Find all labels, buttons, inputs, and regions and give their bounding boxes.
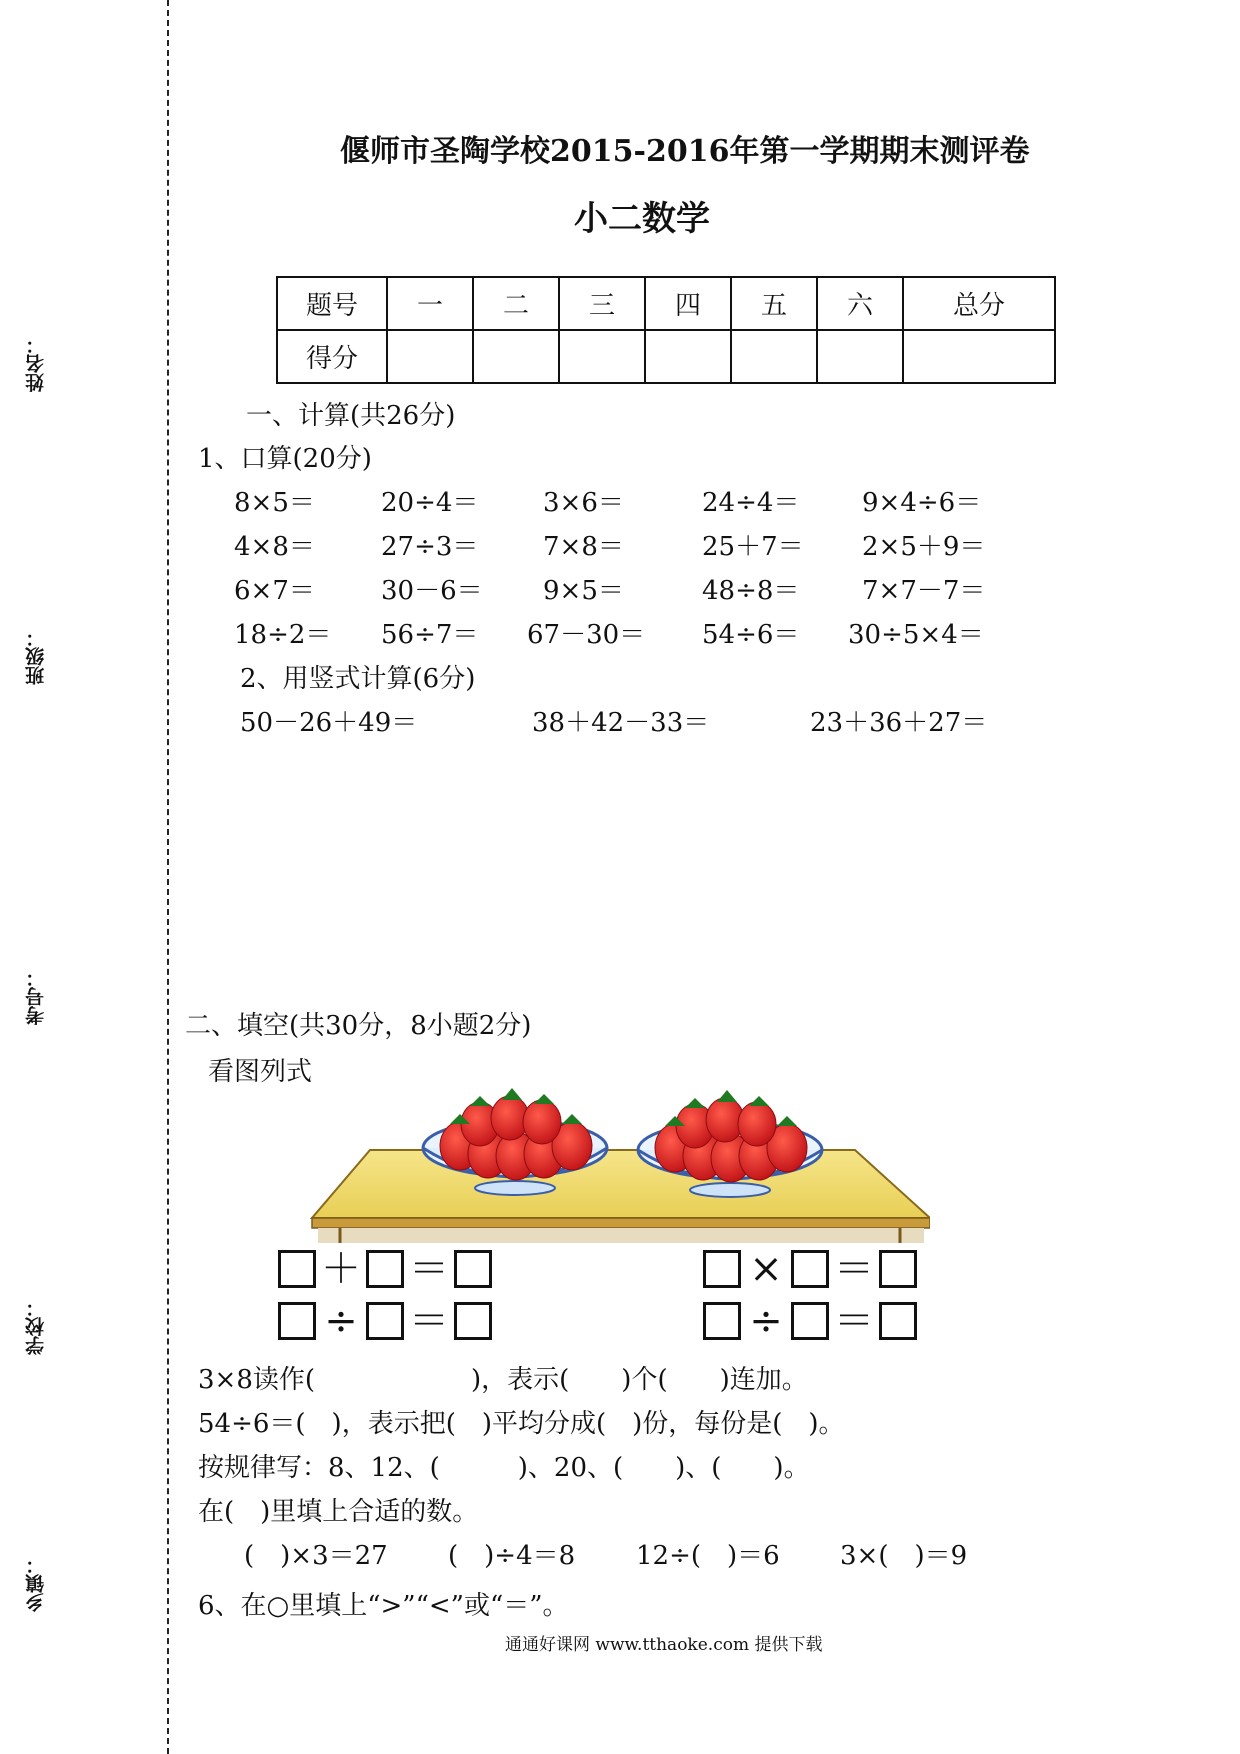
vertical-question: 38＋42－33＝: [532, 708, 710, 738]
vertical-calc-title: 2、用竖式计算(6分): [240, 664, 476, 694]
equals-sign: ＝: [834, 1246, 874, 1292]
score-cell[interactable]: [559, 330, 645, 383]
equation-division-left: [278, 1298, 492, 1344]
score-header-cell: 一: [387, 277, 473, 330]
oral-question: 56÷7＝: [381, 620, 479, 650]
comparison-question: 6、在○里填上“>”“<”或“＝”。: [198, 1591, 569, 1621]
oral-question: 9×4÷6＝: [862, 488, 982, 518]
oral-question: 48÷8＝: [702, 576, 800, 606]
section1-title: 一、计算(共26分): [246, 401, 456, 431]
oral-question: 27÷3＝: [381, 532, 479, 562]
oral-question: 24÷4＝: [702, 488, 800, 518]
township-label: 乡镇：: [25, 1555, 47, 1612]
plus-sign: ＋: [321, 1246, 361, 1292]
score-cell[interactable]: [387, 330, 473, 383]
answer-box[interactable]: [454, 1302, 492, 1340]
equation-multiplication: [703, 1246, 917, 1292]
oral-question: 20÷4＝: [381, 488, 479, 518]
exam-title: 偃师市圣陶学校2015-2016年第一学期期末测评卷: [340, 134, 1030, 169]
oral-question: 67－30＝: [527, 620, 646, 650]
score-cell[interactable]: [903, 330, 1055, 383]
equation-division-right: [703, 1298, 917, 1344]
equation-addition: [278, 1246, 492, 1292]
answer-box[interactable]: [879, 1250, 917, 1288]
score-header-cell: 题号: [277, 277, 387, 330]
fill-item: 3×( )＝9: [840, 1541, 968, 1571]
oral-question: 30－6＝: [381, 576, 483, 606]
fill-question: 3×8读作( )，表示( )个( )连加。: [198, 1365, 808, 1395]
score-cell[interactable]: [473, 330, 559, 383]
fill-question: 在( )里填上合适的数。: [198, 1497, 479, 1527]
answer-box[interactable]: [278, 1250, 316, 1288]
exam-subtitle: 小二数学: [574, 199, 710, 239]
oral-question: 7×7－7＝: [862, 576, 986, 606]
strawberries-on-table-illustration: [310, 1088, 930, 1243]
answer-box[interactable]: [703, 1250, 741, 1288]
fill-question: 54÷6＝( )，表示把( )平均分成( )份，每份是( )。: [198, 1409, 845, 1439]
score-cell[interactable]: [817, 330, 903, 383]
answer-box[interactable]: [879, 1302, 917, 1340]
answer-box[interactable]: [366, 1302, 404, 1340]
oral-question: 8×5＝: [234, 488, 315, 518]
oral-calc-title: 1、口算(20分): [198, 444, 372, 474]
equals-sign: ＝: [834, 1298, 874, 1344]
section2-title: 二、填空(共30分，8小题2分): [185, 1011, 532, 1041]
answer-box[interactable]: [454, 1250, 492, 1288]
oral-question: 25＋7＝: [702, 532, 804, 562]
score-table-score-row: [277, 330, 1055, 383]
vertical-question: 50－26＋49＝: [240, 708, 418, 738]
binding-margin-line: [167, 0, 169, 1754]
score-cell[interactable]: [731, 330, 817, 383]
oral-question: 3×6＝: [543, 488, 624, 518]
divide-sign: ÷: [749, 1298, 783, 1344]
fill-question: 按规律写：8、12、( )、20、( )、( )。: [198, 1453, 810, 1483]
name-label: 姓名：: [25, 335, 47, 392]
score-table-header-row: [277, 277, 1055, 330]
oral-question: 54÷6＝: [702, 620, 800, 650]
score-header-cell: 五: [731, 277, 817, 330]
answer-box[interactable]: [791, 1250, 829, 1288]
fill-item: ( )×3＝27: [244, 1541, 388, 1571]
answer-box[interactable]: [703, 1302, 741, 1340]
exam-number-label: 考号：: [25, 968, 47, 1025]
oral-question: 4×8＝: [234, 532, 315, 562]
oral-question: 6×7＝: [234, 576, 315, 606]
fill-item: 12÷( )＝6: [636, 1541, 780, 1571]
oral-question: 7×8＝: [543, 532, 624, 562]
score-header-cell: 二: [473, 277, 559, 330]
equals-sign: ＝: [409, 1298, 449, 1344]
score-cell[interactable]: [645, 330, 731, 383]
school-label: 学校：: [25, 1298, 47, 1355]
fill-item: ( )÷4＝8: [448, 1541, 576, 1571]
score-header-cell: 六: [817, 277, 903, 330]
score-table: [276, 276, 1056, 384]
score-header-cell: 四: [645, 277, 731, 330]
score-row-label: 得分: [277, 330, 387, 383]
score-header-cell: 三: [559, 277, 645, 330]
answer-box[interactable]: [278, 1302, 316, 1340]
divide-sign: ÷: [324, 1298, 358, 1344]
picture-prompt: 看图列式: [208, 1057, 313, 1087]
oral-question: 2×5＋9＝: [862, 532, 986, 562]
vertical-question: 23＋36＋27＝: [810, 708, 988, 738]
score-header-cell: 总分: [903, 277, 1055, 330]
footer-source: 通通好课网 www.tthaoke.com 提供下载: [505, 1635, 823, 1655]
answer-box[interactable]: [791, 1302, 829, 1340]
times-sign: ×: [749, 1246, 783, 1292]
oral-question: 18÷2＝: [234, 620, 332, 650]
answer-box[interactable]: [366, 1250, 404, 1288]
oral-question: 9×5＝: [543, 576, 624, 606]
equals-sign: ＝: [409, 1246, 449, 1292]
class-label: 班级：: [25, 628, 47, 685]
oral-question: 30÷5×4＝: [848, 620, 984, 650]
